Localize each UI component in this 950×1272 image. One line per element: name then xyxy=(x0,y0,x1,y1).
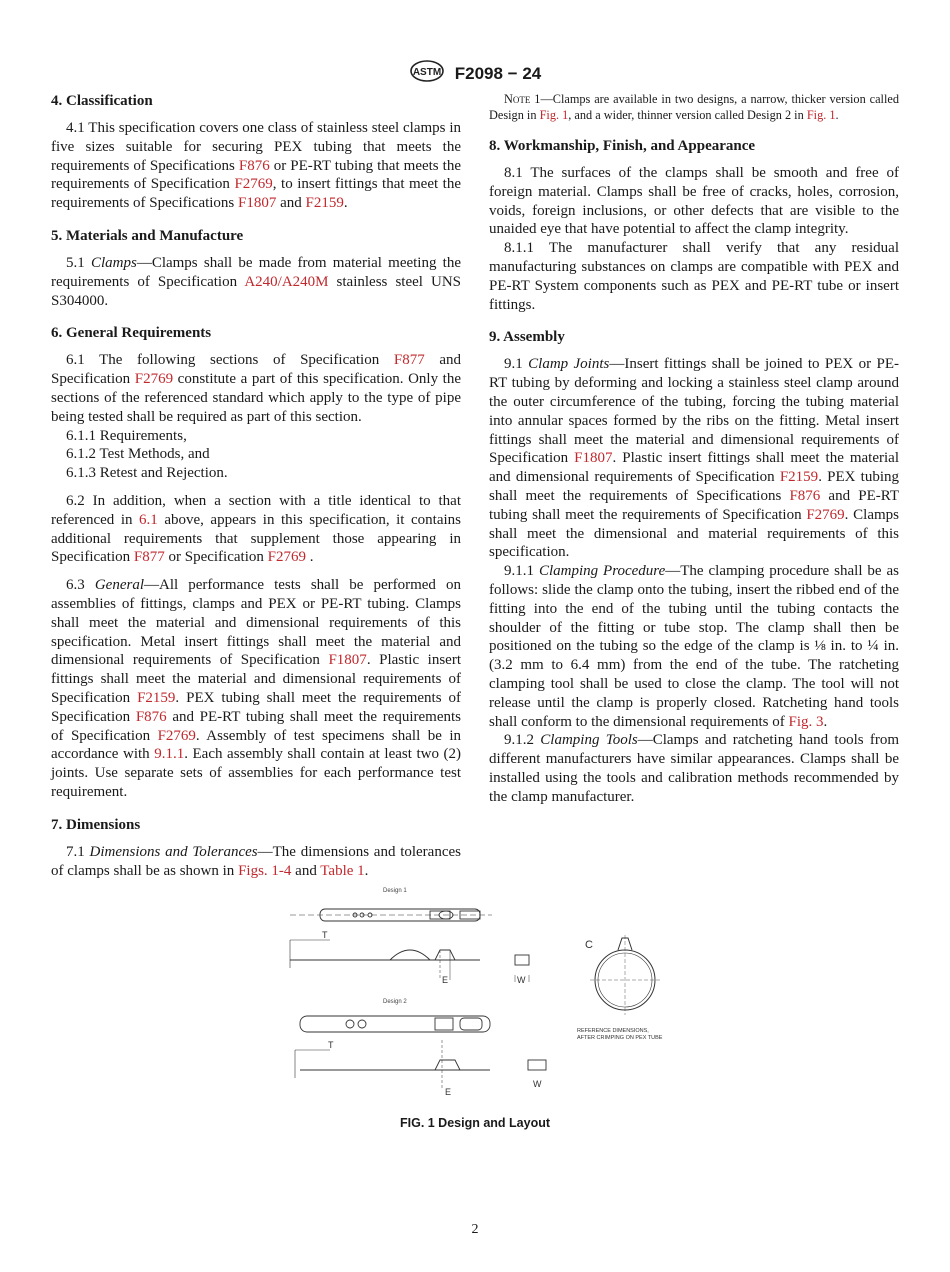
right-column xyxy=(489,92,899,807)
svg-text:ASTM: ASTM xyxy=(412,67,441,78)
design-1-label: Design 1 xyxy=(383,888,407,894)
figure-1-drawing xyxy=(270,880,690,1110)
link-f2769[interactable]: F2769 xyxy=(267,549,306,566)
dimension-t-label: T xyxy=(328,1040,334,1050)
design-1-side-view xyxy=(290,940,529,982)
design-1-top-view xyxy=(290,909,492,921)
section-5-title: 5. Materials and Manufacture xyxy=(51,227,244,244)
astm-logo-icon xyxy=(409,60,445,87)
paragraph-9-1-1: 9.1.1 Clamping Procedure—The clamping procedure shall be as follows: slide the clamp onto the tubing, insert the ribbed end of the fitting into the end of the tubing until the tubing contacts the shoulder of the fitting or tube stop. The clamp shall then be positioned on the tubing so the edge of the clamp is ⅛ in. to ¼ in. (3.2 mm to 6.4 mm) from the end of the tube. The ratcheting clamping tool shall be used to close the clamp. The tool will not release until the clamp is properly closed. Ratcheting hand tools shall conform to the dimensional requirements of Fig. 3. xyxy=(489,563,899,730)
paragraph-9-1: 9.1 Clamp Joints—Insert fittings shall be joined to PEX or PE-RT tubing by deforming and locking a stainless steel clamp around the outer circumference of the tubing, forcing the tubing material into annular spaces formed by the ribs on the fitting. Metal insert fittings shall meet the material and dimensional requirements of Specification F1807. Plastic insert fittings shall meet the material and dimensional requirements of Specification F2159. PEX tubing shall meet the requirements of Specifications F876 and PE-RT tubing shall meet the requirements of Specification F2769. Clamps shall meet the dimensional and material requirements of this specification. xyxy=(489,356,900,561)
link-table-1[interactable]: Table 1 xyxy=(320,862,365,879)
list-item: 6.1.1 Requirements, xyxy=(66,427,187,444)
paragraph-4-1: 4.1 This specification covers one class of stainless steel clamps in five sizes suitable for securing PEX tubing that meets the requirements of Specifications F876 or PE-RT tubing that meets the requirements of Specification F2769, to insert fittings that meet the requirements of Specifications F1807 and F2159. xyxy=(51,120,461,212)
paragraph-6-2: 6.2 In addition, when a section with a title identical to that referenced in 6.1 above, appears in this specification, it contains additional requirements that supplement those appearing in Specification F877 or Specification F2769 . xyxy=(51,492,461,566)
section-9-title: 9. Assembly xyxy=(489,329,565,346)
dimension-e-label: E xyxy=(442,975,449,985)
link-f2159[interactable]: F2159 xyxy=(305,195,344,212)
paragraph-6-3: 6.3 General—All performance tests shall be performed on assemblies of fittings, clamps and PEX or PE-RT tubing. Clamps shall meet the material and dimensional requirements of this specification. Metal insert fittings shall meet the material and dimensional requirements of Specification F1807. Plastic insert fittings shall meet the material and dimensional requirements of Specification F2159. PEX tubing shall meet the requirements of Specification F876 and PE-RT tubing shall meet the requirements of Specification F2769. Assembly of test specimens shall be in accordance with 9.1.1. Each assembly shall contain at least two (2) joints. Use separate sets of assemblies for each performance test requirement. xyxy=(51,577,462,800)
page-number: 2 xyxy=(471,1222,479,1237)
paragraph-9-1-2: 9.1.2 Clamping Tools—Clamps and ratcheting hand tools from different manufacturers have similar appearances. Clamps shall be installed using the tools and calibration methods recommended by the clamp manufacturer. xyxy=(489,732,900,805)
link-f2769[interactable]: F2769 xyxy=(157,727,196,744)
link-f877[interactable]: F877 xyxy=(393,352,425,369)
document-id: F2098 − 24 xyxy=(454,63,542,83)
link-6-1[interactable]: 6.1 xyxy=(139,511,158,528)
link-fig-1[interactable]: Fig. 1 xyxy=(539,107,569,122)
link-f2769[interactable]: F2769 xyxy=(134,371,174,388)
link-9-1-1[interactable]: 9.1.1 xyxy=(154,746,185,763)
list-item: 6.1.2 Test Methods, and xyxy=(66,446,210,463)
link-f2769[interactable]: F2769 xyxy=(234,176,273,193)
design-2-label: Design 2 xyxy=(383,999,407,1005)
link-f876[interactable]: F876 xyxy=(238,157,270,174)
section-4-title: 4. Classification xyxy=(51,93,153,109)
paragraph-5-1: 5.1 Clamps—Clamps shall be made from material meeting the requirements of Specification A240/A240M stainless steel UNS S304000. xyxy=(51,254,462,309)
reference-dimensions-label: REFERENCE DIMENSIONS, xyxy=(577,1028,649,1034)
dimension-e-label: E xyxy=(445,1087,452,1097)
paragraph-6-1: 6.1 The following sections of Specification F877 and Specification F2769 constitute a part of this specification. Only the sections of the referenced standard which apply to the type of pipe being tested shall be required as part of this section. xyxy=(51,352,461,425)
link-f876[interactable]: F876 xyxy=(135,708,167,725)
page-header xyxy=(0,60,950,87)
link-fig-1[interactable]: Fig. 1 xyxy=(806,107,836,122)
link-f876[interactable]: F876 xyxy=(789,487,821,504)
left-column xyxy=(51,92,461,880)
paragraph-8-1: 8.1 The surfaces of the clamps shall be smooth and free of foreign material. Clamps shall be free of cracks, holes, corrosion, voids, foreign inclusions, or other defects that are visible to the unaided eye that have potential to affect the clamp integrity. xyxy=(489,165,899,238)
paragraph-8-1-1: 8.1.1 The manufacturer shall verify that any residual manufacturing substances on clamps are compatible with PEX and PE-RT System components such as PEX and PE-RT tube or insert fittings. xyxy=(489,240,899,313)
link-figs-1-4[interactable]: Figs. 1-4 xyxy=(238,862,292,879)
list-item: 6.1.3 Retest and Rejection. xyxy=(66,465,228,482)
crimped-clamp-view xyxy=(590,935,660,1015)
link-f877[interactable]: F877 xyxy=(133,549,165,566)
dimension-w-label: W xyxy=(517,975,526,985)
dimension-t-label: T xyxy=(322,930,328,940)
link-fig-3[interactable]: Fig. 3 xyxy=(788,713,824,730)
section-8-title: 8. Workmanship, Finish, and Appearance xyxy=(489,138,756,154)
link-f1807[interactable]: F1807 xyxy=(328,652,367,669)
link-f2159[interactable]: F2159 xyxy=(137,689,176,706)
dimension-w-label: W xyxy=(533,1079,542,1089)
link-a240[interactable]: A240/A240M xyxy=(244,273,329,290)
link-f2769[interactable]: F2769 xyxy=(806,506,845,523)
link-f1807[interactable]: F1807 xyxy=(238,195,277,212)
reference-dimensions-note: AFTER CRIMPING ON PEX TUBE xyxy=(577,1035,663,1041)
section-6-title: 6. General Requirements xyxy=(51,325,212,342)
link-f1807[interactable]: F1807 xyxy=(574,450,613,467)
note-1: Note 1—Clamps are available in two designs, a narrow, thicker version called Design in Fig. 1, and a wider, thinner version called Design 2 in Fig. 1. xyxy=(489,92,899,122)
link-f2159[interactable]: F2159 xyxy=(779,469,819,486)
design-2-top-view xyxy=(300,1016,490,1032)
section-7-title: 7. Dimensions xyxy=(51,816,141,833)
paragraph-7-1: 7.1 Dimensions and Tolerances—The dimensions and tolerances of clamps shall be as shown in Figs. 1-4 and Table 1. xyxy=(51,843,461,879)
dimension-c-label: C xyxy=(585,939,593,951)
figure-caption: FIG. 1 Design and Layout xyxy=(399,1116,551,1130)
